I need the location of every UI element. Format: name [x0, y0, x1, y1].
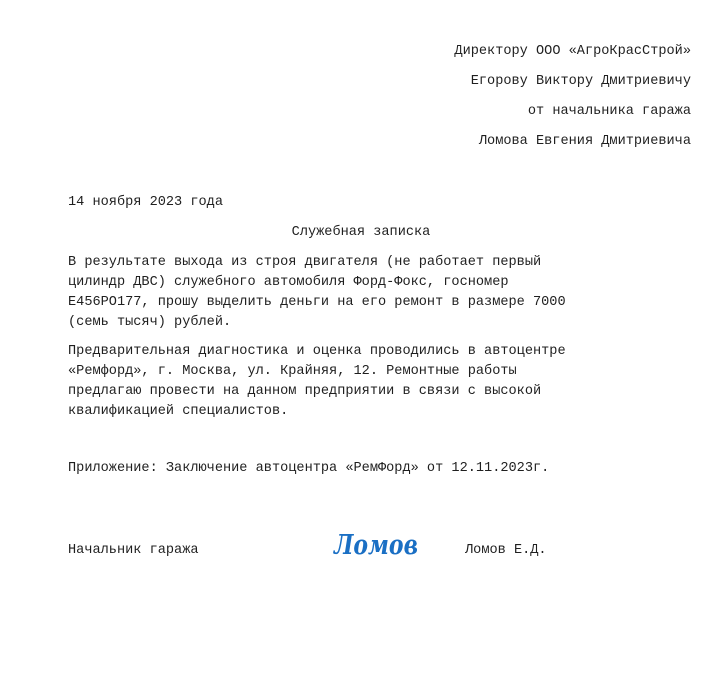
signature-name: Ломов Е.Д.: [465, 543, 547, 558]
recipient-line-4: Ломова Евгения Дмитриевича: [478, 134, 691, 149]
memo-title: Служебная записка: [291, 225, 431, 240]
body-paragraph-2: [68, 342, 668, 422]
recipient-line-2: Егорову Виктору Дмитриевичу: [470, 74, 691, 89]
paragraph-1-line: Е456РО177, прошу выделить деньги на его ремонт в размере 7000: [68, 295, 566, 310]
body-paragraph-1: [68, 253, 668, 333]
attachment-line: Приложение: Заключение автоцентра «РемФорд» от 12.11.2023г.: [68, 461, 550, 476]
paragraph-2-line: Предварительная диагностика и оценка проводились в автоцентре: [68, 344, 566, 359]
recipient-line-1: Директору ООО «АгроКрасСтрой»: [454, 44, 691, 59]
signature-handwriting: Ломов: [332, 530, 418, 561]
memo-date: 14 ноября 2023 года: [68, 195, 223, 210]
paragraph-2-line: квалификацией специалистов.: [68, 404, 289, 419]
paragraph-2-line: «Ремфорд», г. Москва, ул. Крайняя, 12. Ремонтные работы: [68, 364, 517, 379]
paragraph-1-line: цилиндр ДВС) служебного автомобиля Форд-Фокс, госномер: [68, 275, 509, 290]
signature-position: Начальник гаража: [68, 543, 199, 558]
recipient-line-3: от начальника гаража: [527, 104, 691, 119]
handwritten-signature: [330, 524, 426, 564]
paragraph-1-line: В результате выхода из строя двигателя (не работает первый: [68, 255, 542, 270]
paragraph-2-line: предлагаю провести на данном предприятии в связи с высокой: [68, 384, 542, 399]
paragraph-1-line: (семь тысяч) рублей.: [68, 315, 232, 330]
